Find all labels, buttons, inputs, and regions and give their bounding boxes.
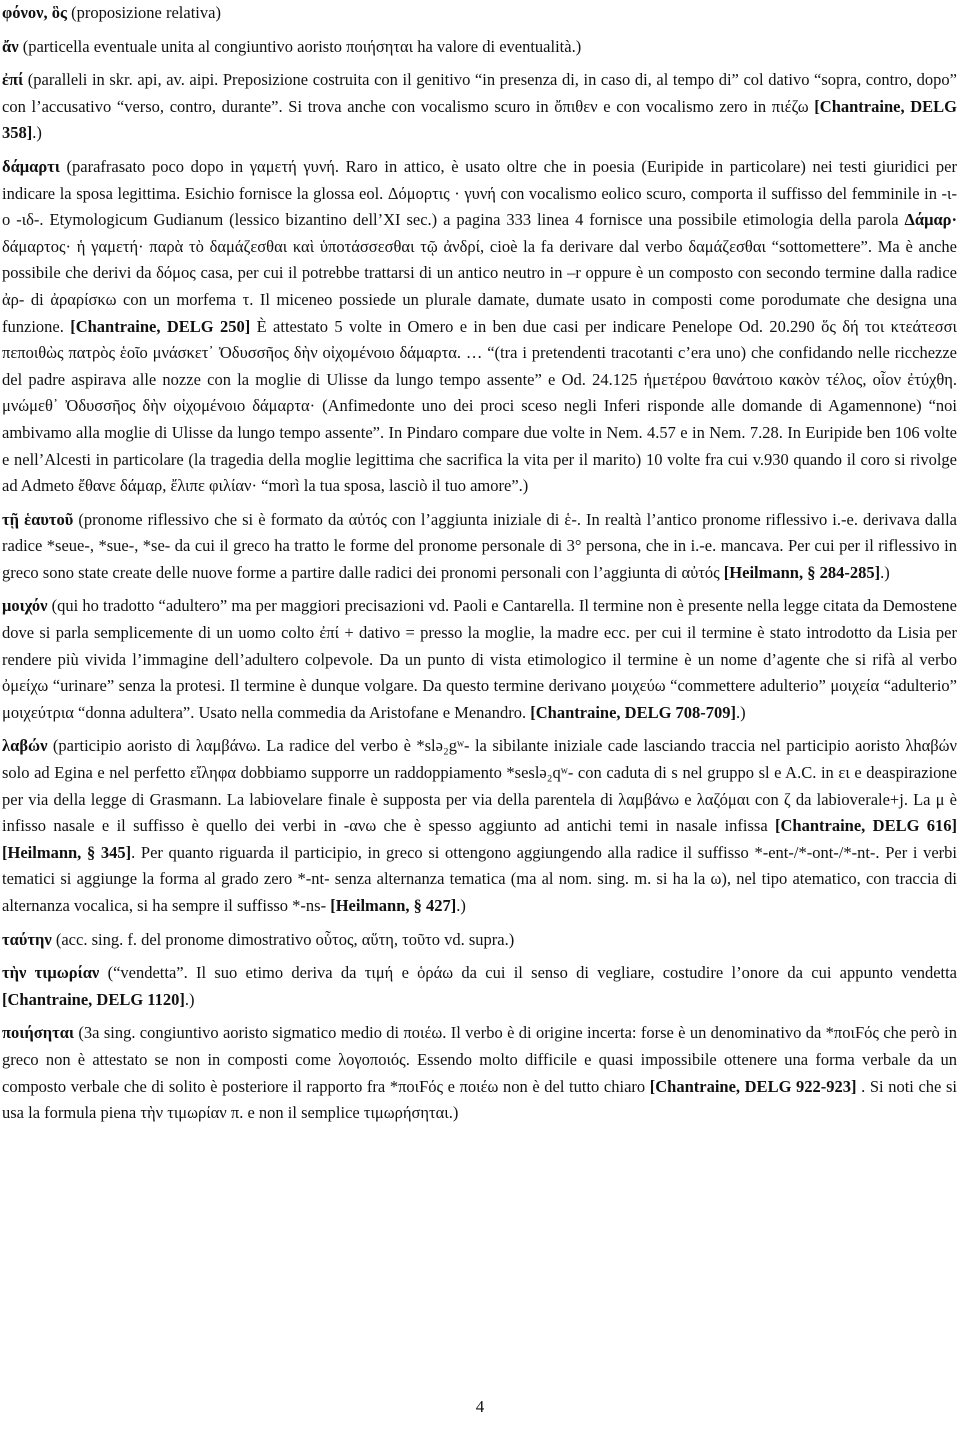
entry-text: .) — [32, 123, 42, 143]
entry-term: [Chantraine, DELG 708-709] — [530, 702, 737, 722]
gloss-entry-labon — [2, 733, 957, 919]
entry-term: μοιχόν — [2, 596, 48, 616]
entry-text: È attestato 5 volte in Omero e in ben due casi per indicare Penelope Od. 20.290 ὅς δή τοι κτεάτεσσι πεποιθὼς πατρὸς ἑοῖο μνάσκετ᾽ Ὀδυσσῆος δὴν οἰχομένοιο δάμαρτα. … “(tra i pretendenti tracotanti c’era uno) che confidando nelle ricchezze del padre aspirava alle nozze con la moglie di Ulisse da lungo tempo assente” e Od. 24.125 ἡμετέρου θανάτοιο κακὸν τέλος, οἷον ἐτύχθη. μνώμεθ᾽ Ὀδυσσῆος δὴν οἰχομένοιο δάμαρτα· (Anfimedonte uno dei proci sceso negli Inferi risponde alle domande di Agamennone) “noi ambivamo alla moglie di Ulisse da lungo tempo assente”. In Pindaro compare due volte in Nem. 4.57 e in Nem. 7.28. In Euripide ben 106 volte e nell’Alcesti in particolare (la tragedia della moglie legittima che sacrifica la vita per il marito) 10 volte fra cui v.930 quando il coro si rivolge ad Admeto ἔθανε δάμαρ, ἔλιπε φιλίαν· “morì la tua sposa, lasciò il tuo amore”.) — [2, 316, 957, 496]
entry-term: [Heilmann, § 284-285] — [723, 562, 881, 582]
entry-text: (pronome riflessivo che si è formato da αὐτός con l’aggiunta iniziale di ἑ-. In realtà l’antico pronome riflessivo i.-e. derivava dalla radice *seue-, *sue-, *se- da cui il greco ha tratto le forme del pronome personale di 3° persona, che in i.-e. mancava. Per cui per il riflessivo in greco sono state create delle nuove forme a partire dalle radici dei pronomi personali con l’aggiunta di αὐτός — [2, 509, 957, 582]
document-body — [2, 0, 957, 1134]
entry-text: (paralleli in skr. api, av. aipi. Preposizione costruita con il genitivo “in presenza di, in caso di, al tempo di” col dativo “sopra, contro, dopo” con l’accusativo “verso, contro, durante”. Si trova anche con vocalismo scuro in ὄπιθεν e con vocalismo zero in πιέζω — [2, 70, 957, 116]
gloss-entry-epi — [2, 67, 957, 147]
entry-text: (participio aoristo di λαμβάνω. La radice del verbo è *slə₂gʷ- la sibilante iniziale cade lasciando traccia nel participio aoristo λhαβών solo ad Egina e nel perfetto εἴληφα dobbiamo supporre un raddoppiamento *seslə₂qʷ- con caduta di s nel gruppo sl e A.C. in ει e deaspirazione per via della legge di Grasmann. La labiovelare finale è supposta per via della parentela di λαμβάνω e λαζόμαι con ζ da labioverale+j. La μ è infisso nasale e il suffisso è quello dei verbi in -ανω che è spesso aggiunto ad antichi temi in nasale infissa — [2, 736, 957, 836]
entry-text: (acc. sing. f. del pronome dimostrativo οὗτος, αὕτη, τοῦτο vd. supra.) — [51, 929, 515, 949]
gloss-entry-poiesetai — [2, 1020, 957, 1126]
entry-term: [Chantraine, DELG 1120] — [2, 989, 185, 1009]
entry-term: Δάμαρ· — [904, 210, 957, 230]
entry-text: (particella eventuale unita al congiuntivo aoristo ποιήσηται ha valore di eventualità.) — [18, 36, 582, 56]
entry-term: τὴν τιμωρίαν — [2, 963, 100, 983]
entry-term: ἄν — [2, 36, 19, 56]
entry-text: . Si noti che si usa la formula piena τὴν τιμωρίαν π. e non il semplice τιμωρήσηται.) — [2, 1076, 957, 1123]
entry-term: δάμαρτι — [2, 156, 60, 176]
entry-text: .) — [184, 989, 195, 1009]
gloss-entry-damarti — [2, 154, 957, 500]
gloss-entry-phonon — [2, 0, 957, 27]
entry-text: . Per quanto riguarda il participio, in greco si ottengono aggiungendo alla radice il suffisso *-ent-/*-ont-/*-nt-. Per i verbi tematici si aggiunge la forma al grado zero *-nt- senza alternanza tematica (ma al nom. sing. m. si ha la ω), nel tipo atematico, con traccia di alternanza vocalica, si ha sempre il suffisso *-ns- — [2, 842, 957, 915]
page-number: 4 — [475, 1397, 485, 1416]
entry-text: (parafrasato poco dopo in γαμετή γυνή. Raro in attico, è usato oltre che in poesia (Euripide in particolare) nei testi giuridici per indicare la sposa legittima. Esichio fornisce la glossa eol. Δόμορτις · γυνή con vocalismo eolico scuro, comporta il suffisso del femminile in -ι- o -ιδ-. Etymologicum Gudianum (lessico bizantino dell’XI sec.) a pagina 333 linea 4 fornisce una possibile etimologia della parola — [2, 156, 957, 230]
entry-term: [Heilmann, § 427] — [330, 896, 457, 915]
entry-term: [Chantraine, DELG 616] [Heilmann, § 345] — [2, 816, 958, 862]
entry-term: ταύτην — [2, 929, 52, 949]
entry-text: δάμαρτος· ἡ γαμετή· παρὰ τὸ δαμάζεσθαι καὶ ὑποτάσσεσθαι τῷ ἀνδρί, cioè la fa derivare dal verbo δαμάζεσθαι “sottomettere”. Ma è anche possibile che derivi da δόμος casa, per cui il potrebbe trattarsi di un antico neutro in –r oppure è un composto con secondo termine dalla radice ἀρ- di ἀραρίσκω con un morfema τ. Il miceneo possiede un plurale damate, dumate usato in composti come porodumate che designa una funzione. — [2, 236, 957, 336]
gloss-entry-moichon — [2, 593, 957, 726]
entry-text: (“vendetta”. Il suo etimo deriva da τιμή e ὁράω da cui il senso di vegliare, costudire l’onore da cui appunto vendetta — [99, 963, 958, 983]
entry-term: ἐπί — [2, 70, 24, 90]
entry-text: (qui ho tradotto “adultero” ma per maggiori precisazioni vd. Paoli e Cantarella. Il termine non è presente nella legge citata da Demostene dove si parla semplicemente di un uomo colto ἐπί + dativo = presso la moglie, la madre ecc. per cui il termine è stato introdotto da Lisia per rendere più vivida l’immagine dell’adultero colpevole. Da un punto di vista etimologico il termine è un nome d’agente che si rifà al verbo ὀμείχω “urinare” senza la protesi. Il termine è dunque volgare. Da questo termine derivano μοιχεύω “commettere adulterio” μοιχεία “adulterio” μοιχεύτρια “donna adultera”. Usato nella commedia da Aristofane e Menandro. — [2, 596, 957, 722]
entry-text: (3a sing. congiuntivo aoristo sigmatico medio di ποιέω. Il verbo è di origine incerta: forse è un denominativo da *ποιϜός che però in greco non è attestato se non in composti come λογοποιός. Essendo molto difficile e quasi impossibile ottenere una forma verbale da un composto verbale che di solito è posteriore il rapporto fra *ποιϜός e ποιέω non è del tutto chiaro — [2, 1023, 957, 1096]
gloss-entry-an — [2, 34, 957, 61]
entry-term: ποιήσηται — [2, 1023, 75, 1043]
entry-text: (proposizione relativa) — [67, 3, 221, 22]
entry-term: τῇ ἑαυτοῦ — [2, 509, 74, 529]
entry-term: λαβών — [2, 736, 48, 756]
entry-term: [Chantraine, DELG 250] — [70, 316, 251, 336]
gloss-entry-tauten — [2, 927, 957, 954]
entry-term: [Chantraine, DELG 922-923] — [649, 1076, 857, 1096]
entry-text: .) — [736, 702, 746, 722]
entry-text: .) — [456, 896, 466, 915]
entry-text: .) — [880, 562, 890, 582]
entry-term: φόνον, ὃς — [2, 3, 68, 22]
gloss-entry-timorian — [2, 960, 957, 1013]
entry-term: [Chantraine, DELG 358] — [2, 96, 958, 143]
gloss-entry-heautou — [2, 507, 957, 587]
